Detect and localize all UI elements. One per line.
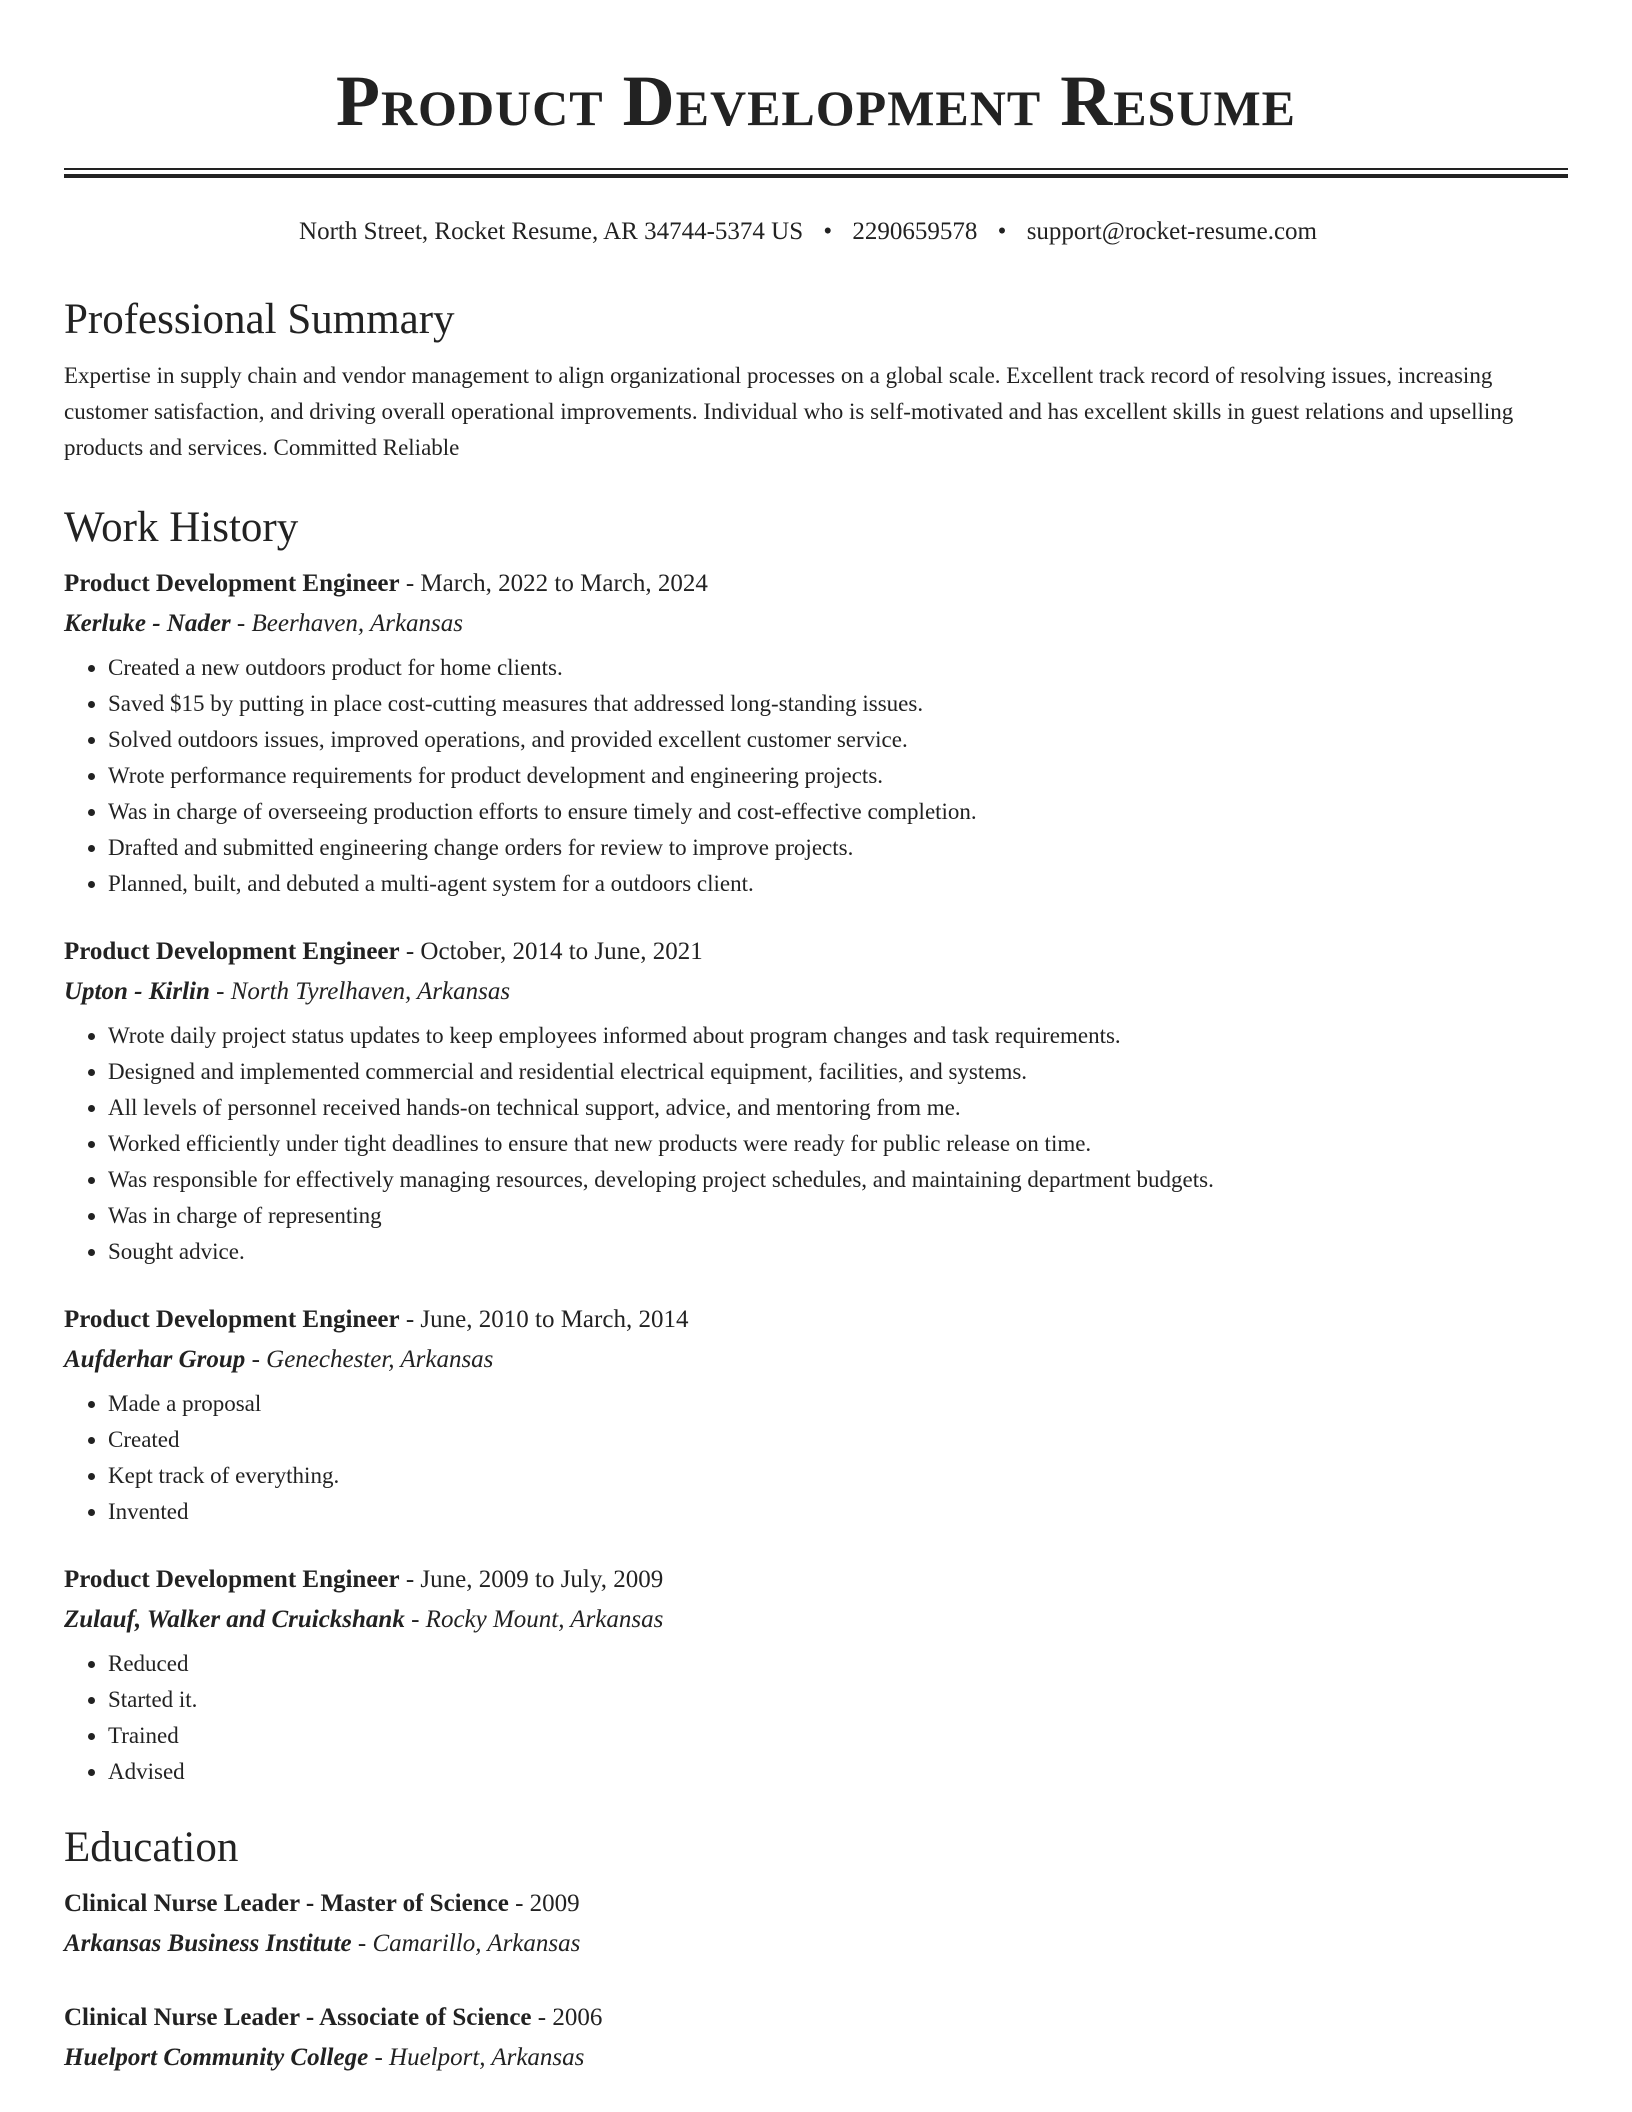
- job-dates: - March, 2022 to March, 2024: [399, 570, 708, 597]
- summary-section: [64, 286, 1568, 466]
- job-title: Product Development Engineer: [64, 1306, 400, 1333]
- work-history-heading: Work History: [64, 504, 299, 551]
- job-company-line: [64, 1600, 1568, 1640]
- job-bullet: • Designed and implemented commercial and residential electrical equipment, facilities, and systems.: [108, 1054, 1568, 1090]
- education-section: [64, 1814, 1568, 2078]
- work-history-section: [64, 494, 1568, 1790]
- job-bullet: • Created a new outdoors product for home clients.: [108, 650, 1568, 686]
- school-location: - Camarillo, Arkansas: [351, 1930, 581, 1957]
- education-entry: [64, 1884, 1568, 1964]
- education-list: [64, 1884, 1568, 2078]
- job-bullet: • Was responsible for effectively managing resources, developing project schedules, and maintaining department budgets.: [108, 1162, 1568, 1198]
- job-bullet: • Planned, built, and debuted a multi-agent system for a outdoors client.: [108, 866, 1568, 902]
- job-bullet: • Was in charge of overseeing production efforts to ensure timely and cost-effective completion.: [108, 794, 1568, 830]
- summary-text: Expertise in supply chain and vendor management to align organizational processes on a global scale. Excellent track record of resolving issues, increasing customer satisfaction, and driving overall operational improvements. Individual who is self-motivated and has excellent skills in guest relations and upselling products and services. Committed Reliable: [64, 363, 1514, 460]
- job-bullet: • Trained: [108, 1718, 1568, 1754]
- contact-email: support@rocket-resume.com: [1026, 218, 1317, 245]
- degree-line: [64, 1884, 1568, 1924]
- job-bullets: [64, 1646, 1568, 1790]
- job-title-line: [64, 1560, 1568, 1600]
- job-company-line: [64, 1340, 1568, 1380]
- job-location: - Genechester, Arkansas: [245, 1346, 494, 1373]
- job-list: [64, 564, 1568, 1790]
- job-bullet: • Started it.: [108, 1682, 1568, 1718]
- job-bullet: • Wrote daily project status updates to keep employees informed about program changes and task requirements.: [108, 1018, 1568, 1054]
- job-company-line: [64, 972, 1568, 1012]
- contact-phone: 2290659578: [852, 218, 978, 245]
- job-company: Kerluke - Nader: [64, 610, 231, 637]
- degree-line: [64, 1998, 1568, 2038]
- job-bullet: • Solved outdoors issues, improved operations, and provided excellent customer service.: [108, 722, 1568, 758]
- job-bullet: • Reduced: [108, 1646, 1568, 1682]
- job-dates: - October, 2014 to June, 2021: [399, 938, 703, 965]
- job-bullet: • Advised: [108, 1754, 1568, 1790]
- job-bullets: [64, 650, 1568, 902]
- contact-line: [0, 214, 1616, 250]
- job-entry: [64, 1300, 1568, 1530]
- job-title: Product Development Engineer: [64, 570, 400, 597]
- job-bullet: • Was in charge of representing: [108, 1198, 1568, 1234]
- education-heading: Education: [64, 1824, 239, 1871]
- job-bullet: • Created: [108, 1422, 1568, 1458]
- job-location: - North Tyrelhaven, Arkansas: [209, 978, 511, 1005]
- graduation-year: - 2009: [508, 1890, 580, 1917]
- job-bullet: • Kept track of everything.: [108, 1458, 1568, 1494]
- job-entry: [64, 564, 1568, 902]
- contact-separator: •: [823, 218, 833, 245]
- school-line: [64, 2038, 1568, 2078]
- job-location: - Rocky Mount, Arkansas: [404, 1606, 664, 1633]
- job-bullet: • Worked efficiently under tight deadlines to ensure that new products were ready for public release on time.: [108, 1126, 1568, 1162]
- job-dates: - June, 2010 to March, 2014: [399, 1306, 689, 1333]
- job-bullets: [64, 1018, 1568, 1270]
- degree: Clinical Nurse Leader - Associate of Science: [64, 2004, 532, 2031]
- job-company: Zulauf, Walker and Cruickshank: [64, 1606, 405, 1633]
- school-line: [64, 1924, 1568, 1964]
- school: Arkansas Business Institute: [64, 1930, 352, 1957]
- job-entry: [64, 932, 1568, 1270]
- job-bullet: • Sought advice.: [108, 1234, 1568, 1270]
- job-bullets: [64, 1386, 1568, 1530]
- job-bullet: • Saved $15 by putting in place cost-cutting measures that addressed long-standing issues.: [108, 686, 1568, 722]
- job-bullet: • Invented: [108, 1494, 1568, 1530]
- job-location: - Beerhaven, Arkansas: [230, 610, 464, 637]
- job-company: Upton - Kirlin: [64, 978, 210, 1005]
- contact-address: North Street, Rocket Resume, AR 34744-5374 US: [299, 218, 804, 245]
- job-company: Aufderhar Group: [64, 1346, 246, 1373]
- job-dates: - June, 2009 to July, 2009: [399, 1566, 664, 1593]
- contact-separator: •: [997, 218, 1007, 245]
- job-bullet: • Drafted and submitted engineering change orders for review to improve projects.: [108, 830, 1568, 866]
- graduation-year: - 2006: [531, 2004, 603, 2031]
- title-double-rule: [64, 168, 1568, 178]
- job-title: Product Development Engineer: [64, 1566, 400, 1593]
- degree: Clinical Nurse Leader - Master of Science: [64, 1890, 509, 1917]
- page-title: Product Development Resume: [335, 61, 1297, 141]
- summary-heading: Professional Summary: [64, 296, 455, 343]
- job-title-line: [64, 932, 1568, 972]
- job-bullet: • Wrote performance requirements for product development and engineering projects.: [108, 758, 1568, 794]
- job-title-line: [64, 564, 1568, 604]
- job-entry: [64, 1560, 1568, 1790]
- resume-content: [64, 286, 1568, 2112]
- education-entry: [64, 1998, 1568, 2078]
- job-bullet: • Made a proposal: [108, 1386, 1568, 1422]
- school-location: - Huelport, Arkansas: [368, 2044, 585, 2071]
- job-title: Product Development Engineer: [64, 938, 400, 965]
- job-title-line: [64, 1300, 1568, 1340]
- job-bullet: • All levels of personnel received hands-on technical support, advice, and mentoring from me.: [108, 1090, 1568, 1126]
- school: Huelport Community College: [64, 2044, 369, 2071]
- job-company-line: [64, 604, 1568, 644]
